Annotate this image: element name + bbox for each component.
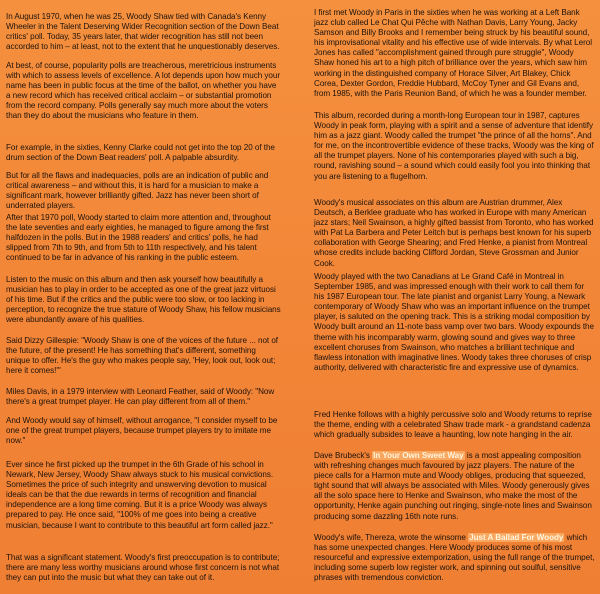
paragraph-miles-davis: Miles Davis, in a 1979 interview with Leonard Feather, said of Woody: "Now there's a great trumpet player. He can play different from all of them."	[6, 387, 275, 407]
track-title-in-your-own-sweet-way: In Your Own Sweet Way	[373, 451, 464, 460]
paragraph-poll-1970: In August 1970, when he was 25, Woody Shaw tied with Canada's Kenny Wheeler in the Talent Deserving Wider Recognition section of the Down Beat critics' poll. Today, 35 years later, that wider recognition has still not been accorded to him – at least, not to the extent that he unquestionably deserves.	[6, 12, 280, 52]
thereza-body-text: which has some unexpected changes. Here Woody produces some of his most resourceful and expressive extemporization, using the full range of the trumpet, including some superb low register work, and spinning out soulful, sensitive phrases with tremendous conviction.	[314, 533, 595, 583]
paragraph-canadians: Woody played with the two Canadians at Le Grand Café in Montreal in September 1985, and was impressed enough with their work to call them for his 1987 European tour. The late pianist and organist Larry Young, a Newark contemporary of Woody Shaw who was an important influence on the trumpet player, is saluted on the opening track. This is a striking modal composition by Woody built around an 11-note bass vamp over two bars. Woody expounds the theme with his incomparably warm, glowing sound and gives way to three excellent choruses from Swainson, who matches a brilliant technique and flawless intonation with imaginative lines. Woody takes three choruses of crisp authority, delivered with characteristic fire and expressive use of dynamics.	[314, 272, 594, 372]
paragraph-significant: That was a significant statement. Woody's first preoccupation is to contribute; there are many less worthy musicians around whose first concern is not what they can put into the music but what they can take out of it.	[6, 553, 280, 583]
paragraph-woody-quote: And Woody would say of himself, without arrogance, "I consider myself to be one of the great trumpet players, because trumpet players try to imitate me now."	[6, 416, 278, 446]
paragraph-listen: Listen to the music on this album and then ask yourself how beautifully a musician has to play in order to be accepted as one of the great jazz virtuosi of his time. But if the critics and the public were too slow, or too lacking in perception, to recognize the true stature of Woody Shaw, his fellow musicians were abundantly aware of his qualities.	[6, 275, 281, 325]
paragraph-dizzy-gillespie: Said Dizzy Gillespie: "Woody Shaw is one of the voices of the future ... not of the future, of the present! He has something that's different, something unique to offer. He's the guy who makes people say, 'Hey, look out, look out; here it comes!'"	[6, 336, 279, 376]
paragraph-paris: I first met Woody in Paris in the sixties when he was working at a Left Bank jazz club called Le Chat Qui Pêche with Nathan Davis, Larry Young, Jacky Samson and Billy Brooks and I remember being struck by his beautiful sound, his improvisational vitality and his effective use of wide intervals. By what Lerol Jones has called "accomplishment gained through pure struggle", Woody Shaw honed his art to a high pitch of brilliance over the years, which saw him working in the distinguished company of Horace Silver, Art Blakey, Chick Corea, Dexter Gordon, Freddie Hubbard, McCoy Tyner and Gil Evans and, from 1985, with the Paris Reunion Band, of which he was a founder member.	[314, 8, 592, 98]
paragraph-popularity-polls: At best, of course, popularity polls are treacherous, meretricious instruments with which to assess levels of excellence. A lot depends upon how much your name has been in public focus at the time of the ballot, on whether you have a new record which has received critical acclaim – or substantial promotion from the record company. Polls generally say much more about the voters than they do about the musicians who feature in them.	[6, 61, 281, 121]
paragraph-after-1970: After that 1970 poll, Woody started to claim more attention and, throughout the late seventies and early eighties, he managed to figure among the first halfdozen in the polls. But in the 1988 readers' and critics' polls, he had slipped from 7th to 9th, and from 5th to 11th respectively, and his talent continued to be far in advance of his ranking in the public esteem.	[6, 213, 271, 263]
thereza-intro-text: Woody's wife, Thereza, wrote the winsome	[314, 533, 469, 542]
paragraph-kenny-clarke: For example, in the sixties, Kenny Clarke could not get into the top 20 of the drum section of the Down Beat readers' poll. A palpable absurdity.	[6, 143, 275, 163]
paragraph-flaws: But for all the flaws and inadequacies, polls are an indication of public and critical awareness – and without this, it is hard for a musician to make a significant mark, however brilliantly gifted. Jazz has never been short of underrated players.	[6, 171, 269, 211]
paragraph-brubeck	[314, 451, 595, 522]
brubeck-intro-text: Dave Brubeck's	[314, 451, 373, 460]
paragraph-associates: Woody's musical associates on this album are Austrian drummer, Alex Deutsch, a Berklee graduate who has worked in Europe with many American jazz stars; Neil Swainson, a highly gifted bassist from Toronto, who has worked with Pat La Barbera and Peter Leitch but is perhaps best known for his superb collaboration with George Shearing; and Fred Henke, a pianist from Montreal whose credits include backing Clifford Jordan, Steve Grossman and Junior Cook.	[314, 198, 594, 268]
paragraph-thereza	[314, 533, 595, 583]
paragraph-fred-henke: Fred Henke follows with a highly percussive solo and Woody returns to reprise the theme, ending with a celebrated Shaw trade mark - a grandstand cadenza which gradually subsides to leave a haunting, low note hanging in the air.	[314, 410, 592, 440]
right-column	[302, 0, 600, 594]
paragraph-album-tour: This album, recorded during a month-long European tour in 1987, captures Woody in peak form, playing with a spirit and a sense of adventure that identify him as a jazz giant. Woody called the trumpet "the prince of all the horns". And for me, on the incontrovertible evidence of these tracks, Woody was the king of all the trumpet players. None of his contemporaries played with such a big, round, ravishing sound – a sound which could easily fool you into thinking that you are listening to a flugelhorn.	[314, 111, 594, 181]
paragraph-newark: Ever since he first picked up the trumpet in the 6th Grade of his school in Newark, New Jersey, Woody Shaw always stuck to his musical convictions. Sometimes the price of such integrity and unswerving devotion to musical ideals can be that the due rewards in terms of recognition and financial independence are a long time coming. But it is a price Woody was always prepared to pay. He once said, "100% of me goes into being a creative musician, because I want to contribute to this beautiful art form called jazz."	[6, 460, 274, 530]
track-title-just-a-ballad-for-woody: Just A Ballad For Woody	[469, 533, 564, 542]
left-column	[0, 0, 292, 594]
brubeck-body-text: is a most appealing composition with refreshing changes much favoured by jazz players. The nature of the piece calls for a Harmon mute and Woody obliges, producing that squeezed, tight sound that will always be associated with Miles. Woody generously gives all the solo space here to Henke and Swainson, who make the most of the opportunity, Henke again punching out ringing, single-note lines and Swainson producing some dazzling 16th note runs.	[314, 451, 592, 521]
